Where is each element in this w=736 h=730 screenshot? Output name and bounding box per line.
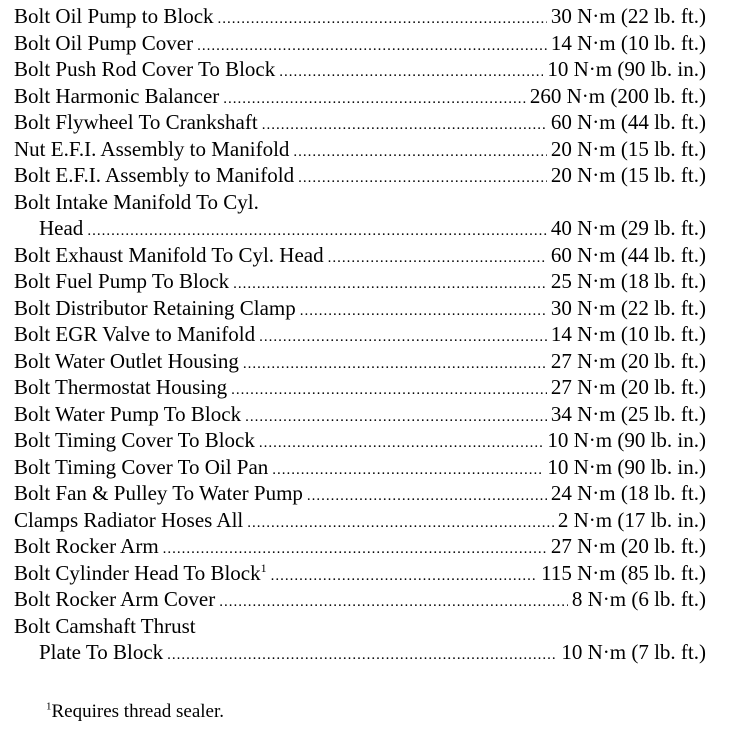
spec-row <box>14 533 706 560</box>
spec-row <box>14 348 706 375</box>
spec-value: 10 N·m (90 lb. in.) <box>547 454 706 479</box>
spec-row <box>14 56 706 83</box>
spec-label: Bolt Fan & Pulley To Water Pump <box>14 481 303 505</box>
dot-leader <box>243 351 547 378</box>
footnote <box>46 700 224 724</box>
spec-value: 30 N·m (22 lb. ft.) <box>550 4 706 28</box>
spec-label: Bolt Camshaft Thrust <box>14 613 196 638</box>
spec-label: Bolt Thermostat Housing <box>14 375 228 399</box>
spec-label: Bolt EGR Valve to Manifold <box>14 322 256 346</box>
spec-value: 24 N·m (18 lb. ft.) <box>550 481 706 505</box>
dot-leader <box>223 86 526 113</box>
spec-value: 27 N·m (20 lb. ft.) <box>550 534 706 558</box>
spec-label: Bolt Flywheel To Crankshaft <box>14 110 258 134</box>
spec-row <box>14 613 706 640</box>
dot-leader <box>167 642 557 669</box>
spec-label-text: Bolt Cylinder Head To Block <box>14 560 261 585</box>
dot-leader <box>247 510 554 537</box>
spec-row <box>14 83 706 110</box>
spec-row <box>14 639 706 666</box>
spec-label: Bolt Intake Manifold To Cyl. <box>14 189 259 214</box>
spec-value: 60 N·m (44 lb. ft.) <box>550 242 706 267</box>
spec-row <box>14 3 706 30</box>
spec-value: 10 N·m (7 lb. ft.) <box>561 640 706 664</box>
spec-row <box>14 507 706 534</box>
dot-leader <box>259 324 547 351</box>
dot-leader <box>259 430 543 457</box>
spec-row <box>14 454 706 481</box>
spec-value: 2 N·m (17 lb. in.) <box>557 507 706 532</box>
spec-row <box>14 136 706 163</box>
dot-leader <box>307 483 547 510</box>
spec-label: Clamps Radiator Hoses All <box>14 507 244 532</box>
spec-label: Bolt Exhaust Manifold To Cyl. Head <box>14 242 324 267</box>
spec-label: Bolt Distributor Retaining Clamp <box>14 295 296 320</box>
spec-row <box>14 586 706 613</box>
spec-label: Bolt Fuel Pump To Block <box>14 269 230 293</box>
spec-row <box>14 560 706 587</box>
spec-row <box>14 268 706 295</box>
spec-value: 10 N·m (90 lb. in.) <box>547 428 706 452</box>
spec-value: 25 N·m (18 lb. ft.) <box>550 269 706 293</box>
spec-row <box>14 109 706 136</box>
dot-leader <box>300 298 547 325</box>
torque-spec-list <box>14 3 706 666</box>
footnote-text: Requires thread sealer. <box>51 701 225 722</box>
spec-label: Bolt Rocker Arm <box>14 534 159 558</box>
spec-row <box>14 374 706 401</box>
spec-label: Head <box>39 216 84 240</box>
spec-value: 260 N·m (200 lb. ft.) <box>529 83 706 108</box>
dot-leader <box>231 377 547 404</box>
footnote-mark: 1 <box>46 700 52 713</box>
spec-row <box>14 30 706 57</box>
spec-value: 20 N·m (15 lb. ft.) <box>550 136 706 161</box>
spec-value: 8 N·m (6 lb. ft.) <box>571 587 706 611</box>
spec-value: 27 N·m (20 lb. ft.) <box>550 375 706 399</box>
spec-value: 14 N·m (10 lb. ft.) <box>550 322 706 346</box>
spec-label: Bolt Water Pump To Block <box>14 401 242 426</box>
spec-row <box>14 189 706 216</box>
dot-leader <box>293 139 546 166</box>
spec-row <box>14 215 706 242</box>
spec-row <box>14 401 706 428</box>
spec-value: 14 N·m (10 lb. ft.) <box>550 30 706 55</box>
dot-leader <box>245 404 547 431</box>
spec-label <box>14 560 267 587</box>
spec-value: 10 N·m (90 lb. in.) <box>547 57 706 81</box>
spec-label: Bolt Oil Pump Cover <box>14 30 194 55</box>
spec-label: Bolt E.F.I. Assembly to Manifold <box>14 163 295 187</box>
dot-leader <box>262 112 547 139</box>
spec-label: Bolt Water Outlet Housing <box>14 348 239 373</box>
spec-label: Bolt Oil Pump to Block <box>14 4 214 28</box>
dot-leader <box>218 6 547 33</box>
dot-leader <box>219 589 568 616</box>
spec-label: Bolt Timing Cover To Oil Pan <box>14 454 269 479</box>
spec-label: Bolt Rocker Arm Cover <box>14 587 216 611</box>
spec-value: 40 N·m (29 lb. ft.) <box>550 216 706 240</box>
dot-leader <box>271 563 538 590</box>
spec-row <box>14 321 706 348</box>
spec-value: 27 N·m (20 lb. ft.) <box>550 348 706 373</box>
spec-value: 115 N·m (85 lb. ft.) <box>541 560 706 585</box>
spec-label: Bolt Push Rod Cover To Block <box>14 57 276 81</box>
spec-label: Nut E.F.I. Assembly to Manifold <box>14 136 290 161</box>
spec-label: Bolt Timing Cover To Block <box>14 428 255 452</box>
spec-value: 34 N·m (25 lb. ft.) <box>550 401 706 426</box>
spec-row <box>14 162 706 189</box>
dot-leader <box>272 457 543 484</box>
spec-value: 20 N·m (15 lb. ft.) <box>550 163 706 187</box>
dot-leader <box>298 165 547 192</box>
spec-label: Bolt Harmonic Balancer <box>14 83 220 108</box>
spec-value: 60 N·m (44 lb. ft.) <box>550 110 706 134</box>
spec-value: 30 N·m (22 lb. ft.) <box>550 295 706 320</box>
spec-row <box>14 242 706 269</box>
dot-leader <box>328 245 547 272</box>
spec-row <box>14 480 706 507</box>
spec-row <box>14 295 706 322</box>
dot-leader <box>279 59 543 86</box>
spec-label: Plate To Block <box>39 640 164 664</box>
footnote-mark: 1 <box>260 560 267 575</box>
spec-row <box>14 427 706 454</box>
